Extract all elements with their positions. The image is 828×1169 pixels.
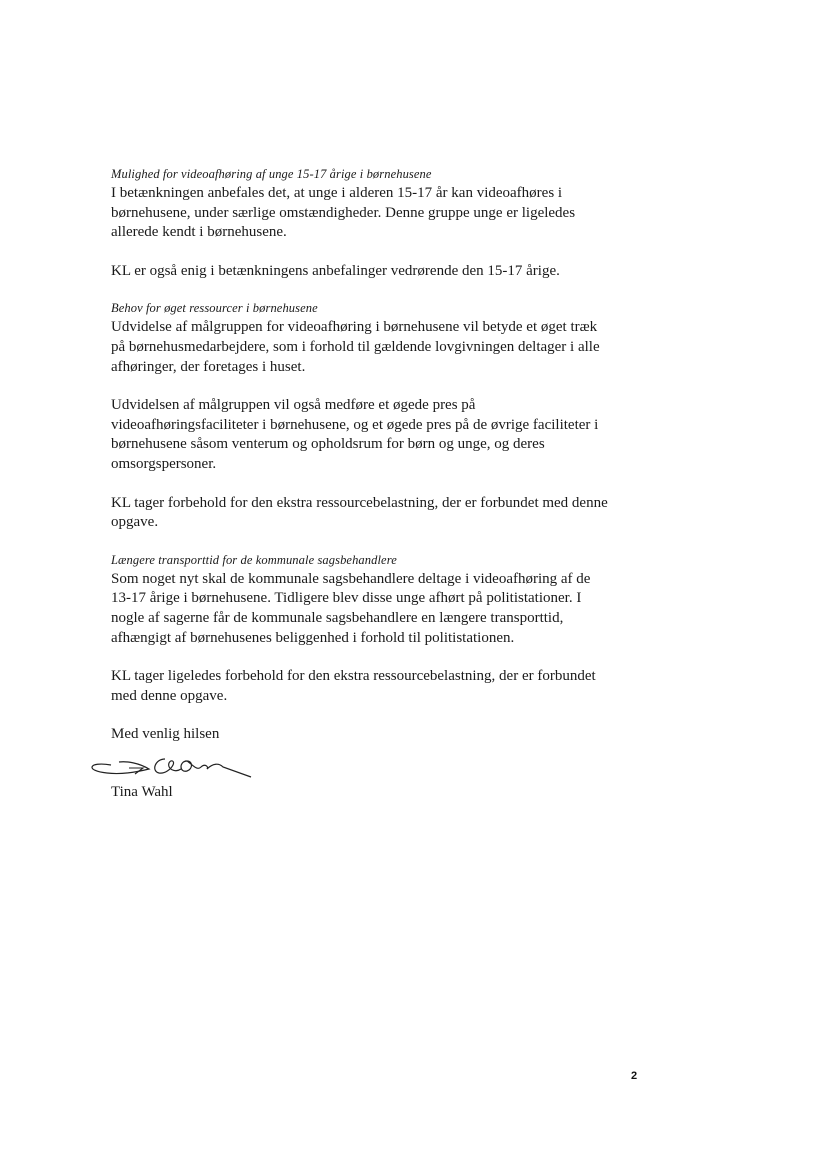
paragraph: KL tager ligeledes forbehold for den ekstra ressourcebelastning, der er forbundet med denne opgave. — [111, 668, 596, 704]
page-number: 2 — [631, 1070, 638, 1082]
paragraph: KL tager forbehold for den ekstra ressourcebelastning, der er forbundet med denne opgave. — [111, 494, 608, 531]
section-transporttid — [111, 552, 611, 707]
section-heading: Længere transporttid for de kommunale sagsbehandlere — [111, 552, 397, 567]
handwritten-signature — [83, 749, 253, 783]
paragraph: I betænkningen anbefales det, at unge i alderen 15-17 år kan videoafhøres i børnehusene, under særlige omstændigheder. Denne gruppe unge er ligeledes allerede kendt i børnehusene. — [111, 185, 576, 241]
paragraph: Udvidelse af målgruppen for videoafhøring i børnehusene vil betyde et øget træk på børnehusmedarbejdere, som i forhold til gældende lovgivningen deltager i alle afhøringer, der foretages i huset. — [111, 319, 600, 375]
letter-body — [111, 166, 611, 802]
section-heading: Behov for øget ressourcer i børnehusene — [111, 301, 318, 316]
paragraph: Udvidelsen af målgruppen vil også medføre et øgede pres på videoafhøringsfaciliteter i børnehusene, og et øgede pres på de øvrige faciliteter i børnehusene såsom venterum og opholdsrum for børn og unge, og deres omsorgspersoner. — [111, 397, 599, 472]
paragraph: Som noget nyt skal de kommunale sagsbehandlere deltage i videoafhøring af de 13-17 årige i børnehusene. Tidligere blev disse unge afhørt på politistationer. I nogle af sagerne får de kommunale sagsbehandlere en længere transporttid, afhængigt af børnehusenes beliggenhed i forhold til politistationen. — [111, 570, 591, 646]
section-ressourcer — [111, 300, 611, 532]
section-heading: Mulighed for videoafhøring af unge 15-17 årige i børnehusene — [111, 167, 432, 181]
paragraph: KL er også enig i betænkningens anbefalinger vedrørende den 15-17 årige. — [111, 262, 560, 279]
closing-greeting: Med venlig hilsen — [111, 726, 220, 743]
signatory-name: Tina Wahl — [111, 783, 173, 800]
section-videoafhoring — [111, 166, 611, 281]
